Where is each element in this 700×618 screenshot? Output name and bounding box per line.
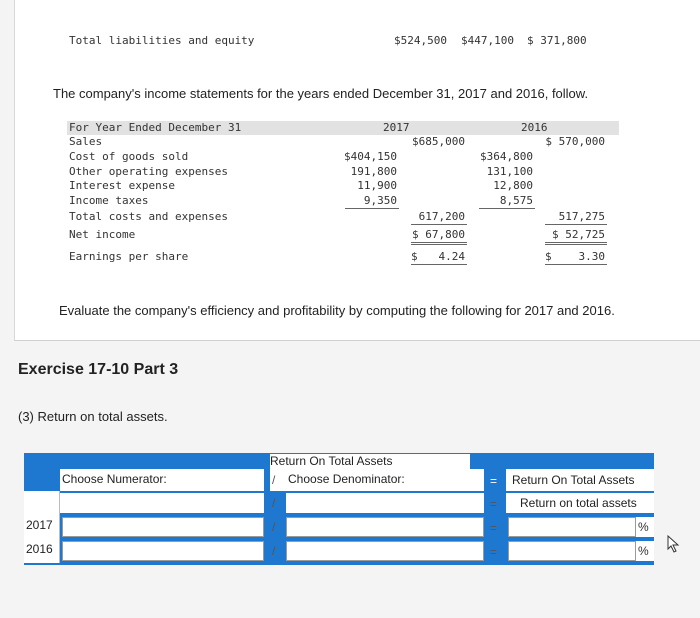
result-input-2017[interactable] <box>508 517 636 537</box>
slash-2017: / <box>272 520 276 534</box>
underline-detail-2017 <box>345 208 399 209</box>
year-2016-label: 2016 <box>24 539 60 563</box>
row-label-eps: Earnings per share <box>69 250 189 263</box>
eps-2017-sign: $ <box>411 250 418 263</box>
evaluate-text: Evaluate the company's efficiency and profitability by computing the following for 2017 and 2016. <box>59 303 615 318</box>
denominator-header: Choose Denominator: <box>286 470 484 491</box>
sales-2017: $685,000 <box>412 135 465 148</box>
numerator-input-2016[interactable] <box>62 541 264 561</box>
question-text: (3) Return on total assets. <box>18 409 168 424</box>
year-sub-cell <box>24 491 60 515</box>
totals-value-2017: $524,500 <box>394 34 447 47</box>
net-income-2016: $ 52,725 <box>552 228 605 241</box>
year-2017-header: 2017 <box>383 121 410 134</box>
equals-sub: = <box>490 497 498 511</box>
eps-2016: 3.30 <box>578 250 605 263</box>
mouse-cursor-icon <box>666 535 680 553</box>
income-statement <box>67 121 619 266</box>
row-label-cogs: Cost of goods sold <box>69 150 189 163</box>
interest-2017: 11,900 <box>357 179 397 192</box>
group-title: Return On Total Assets <box>270 454 470 469</box>
intro-text: The company's income statements for the years ended December 31, 2017 and 2016, follow. <box>53 86 589 101</box>
cogs-2017: $404,150 <box>344 150 397 163</box>
year-2017-label: 2017 <box>24 515 60 539</box>
year-header-cell <box>24 469 60 491</box>
total-costs-2017: 617,200 <box>418 210 465 223</box>
total-costs-2016: 517,275 <box>558 210 605 223</box>
double-underline-eps-2017-a <box>411 264 467 265</box>
percent-2017: % <box>638 520 649 534</box>
row-label-interest: Interest expense <box>69 179 175 192</box>
double-underline-eps-2016-a <box>545 264 607 265</box>
row-label-taxes: Income taxes <box>69 194 149 207</box>
numerator-input-2017[interactable] <box>62 517 264 537</box>
net-income-2017: $ 67,800 <box>412 228 465 241</box>
interest-2016: 12,800 <box>493 179 533 192</box>
equals-2017: = <box>490 521 498 535</box>
result-subheader: Return on total assets <box>506 493 654 513</box>
problem-panel <box>14 0 700 341</box>
row-label-total-costs: Total costs and expenses <box>69 210 228 223</box>
percent-2016: % <box>638 544 649 558</box>
other-opex-2016: 131,100 <box>486 165 533 178</box>
sales-2016: $ 570,000 <box>545 135 605 148</box>
underline-detail-2016 <box>479 208 535 209</box>
totals-value-2015: $ 371,800 <box>527 34 587 47</box>
result-input-2016[interactable] <box>508 541 636 561</box>
equals-2016: = <box>490 545 498 559</box>
eps-2017: 4.24 <box>438 250 465 263</box>
row-label-net-income: Net income <box>69 228 136 241</box>
eps-2016-sign: $ <box>545 250 552 263</box>
exercise-title: Exercise 17-10 Part 3 <box>18 361 179 378</box>
underline-total-2016 <box>545 224 607 225</box>
row-label-other-opex: Other operating expenses <box>69 165 228 178</box>
underline-total-2017 <box>411 224 467 225</box>
year-2016-header: 2016 <box>521 121 548 134</box>
numerator-header: Choose Numerator: <box>60 470 264 491</box>
taxes-2016: 8,575 <box>499 194 533 207</box>
double-underline-ni-2017-b <box>411 244 467 245</box>
cogs-2016: $364,800 <box>480 150 533 163</box>
header-label: For Year Ended December 31 <box>69 121 242 134</box>
taxes-2017: 9,350 <box>363 194 397 207</box>
calculation-table <box>24 453 654 565</box>
slash-2016: / <box>272 544 276 558</box>
totals-value-2016: $447,100 <box>461 34 514 47</box>
result-header: Return On Total Assets <box>506 470 654 491</box>
slash-sub: / <box>272 496 276 510</box>
double-underline-ni-2017-a <box>411 242 467 243</box>
numerator-sub-cell <box>60 493 264 513</box>
double-underline-ni-2016-a <box>545 242 607 243</box>
totals-label: Total liabilities and equity <box>69 34 255 47</box>
slash-header: / <box>272 473 276 487</box>
other-opex-2017: 191,800 <box>350 165 397 178</box>
denominator-input-2017[interactable] <box>286 517 484 537</box>
denominator-input-2016[interactable] <box>286 541 484 561</box>
equals-header: = <box>490 474 498 488</box>
slash-header-spacer <box>264 469 270 491</box>
row-label-sales: Sales <box>69 135 103 148</box>
denominator-sub-cell <box>286 493 484 513</box>
double-underline-ni-2016-b <box>545 244 607 245</box>
